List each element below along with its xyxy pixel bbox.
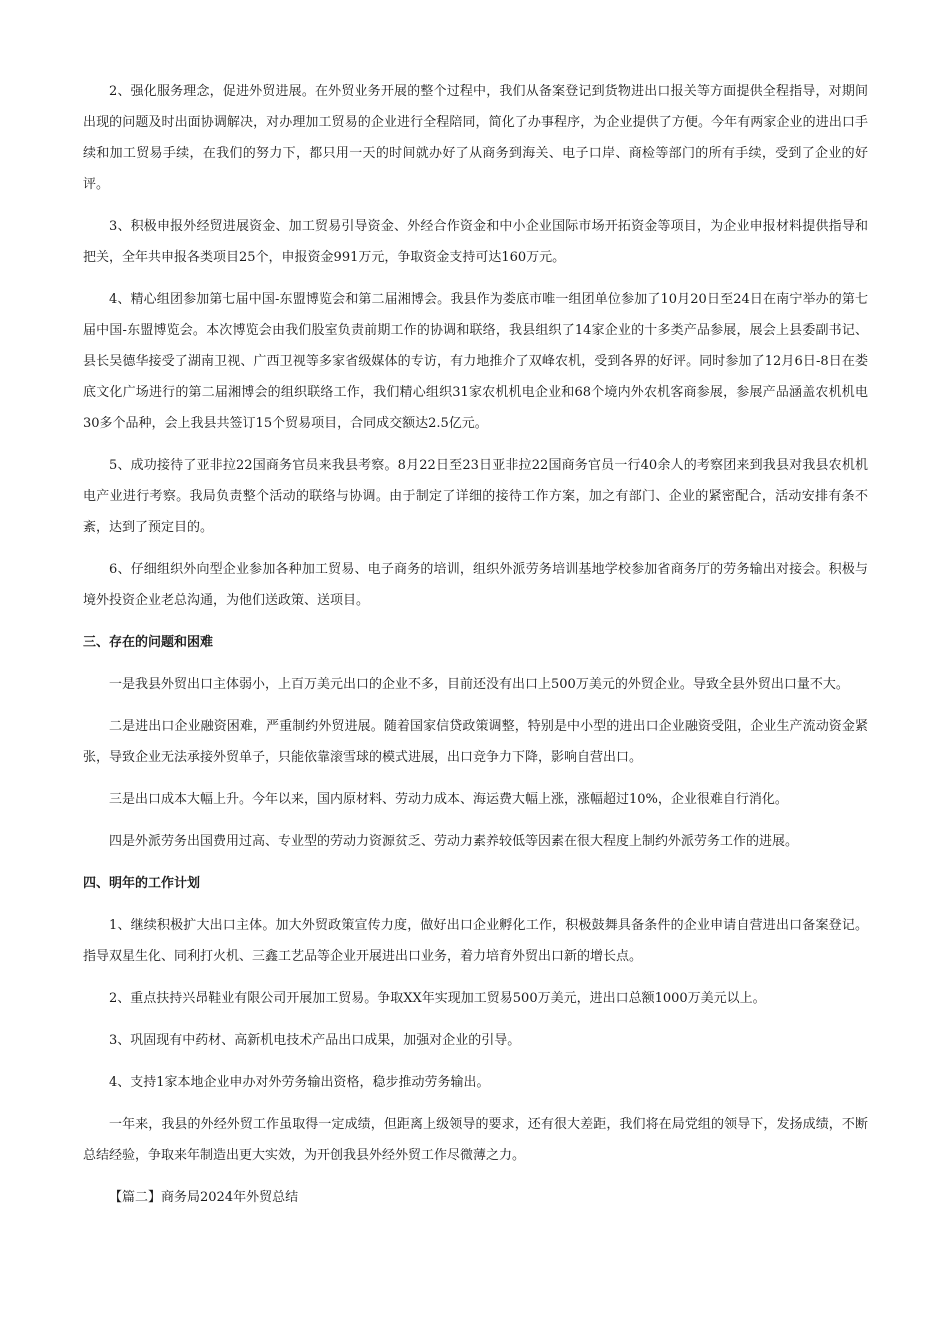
plan-item: 4、支持1家本地企业申办对外劳务输出资格，稳步推动劳务输出。 <box>109 1075 490 1090</box>
plan-item: 1、继续积极扩大出口主体。加大外贸政策宣传力度，做好出口企业孵化工作，积极鼓舞具备条件的企业申请自营进出口备案登记。指导双星生化、同利打火机、三鑫工艺品等企业开展进出口业务，着力培育外贸出口新的增长点。 <box>83 918 868 964</box>
problem-item: 四是外派劳务出国费用过高、专业型的劳动力资源贫乏、劳动力素养较低等因素在很大程度上制约外派劳务工作的进展。 <box>109 834 799 849</box>
plan-item: 2、重点扶持兴昂鞋业有限公司开展加工贸易。争取XX年实现加工贸易500万美元，进出口总额1000万美元以上。 <box>109 991 766 1006</box>
conclusion-paragraph: 一年来，我县的外经外贸工作虽取得一定成绩，但距离上级领导的要求，还有很大差距，我们将在局党组的领导下，发扬成绩，不断总结经验，争取来年制造出更大实效，为开创我县外经外贸工作尽微薄之力。 <box>83 1117 868 1163</box>
problem-item: 三是出口成本大幅上升。今年以来，国内原材料、劳动力成本、海运费大幅上涨，涨幅超过10%，企业很难自行消化。 <box>109 792 788 807</box>
paragraph-service-concept: 2、强化服务理念，促进外贸进展。在外贸业务开展的整个过程中，我们从备案登记到货物进出口报关等方面提供全程指导，对期间出现的问题及时出面协调解决，对办理加工贸易的企业进行全程陪同，简化了办事程序，为企业提供了方便。今年有两家企业的进出口手续和加工贸易手续，在我们的努力下，都只用一天的时间就办好了从商务到海关、电子口岸、商检等部门的所有手续，受到了企业的好评。 <box>83 84 868 192</box>
paragraph-training: 6、仔细组织外向型企业参加各种加工贸易、电子商务的培训，组织外派劳务培训基地学校参加省商务厅的劳务输出对接会。积极与境外投资企业老总沟通，为他们送政策、送项目。 <box>83 562 868 608</box>
section-heading-problems: 三、存在的问题和困难 <box>83 635 214 650</box>
paragraph-expo: 4、精心组团参加第七届中国-东盟博览会和第二届湘博会。我县作为娄底市唯一组团单位参加了10月20日至24日在南宁举办的第七届中国-东盟博览会。本次博览会由我们股室负责前期工作的协调和联络，我县组织了14家企业的十多类产品参展，展会上县委副书记、县长吴德华接受了湖南卫视、广西卫视等多家省级媒体的专访，有力地推介了双峰农机，受到各界的好评。同时参加了12月6日-8日在娄底文化广场进行的第二届湘博会的组织联络工作，我们精心组织31家农机机电企业和68个境内外农机客商参展，参展产品涵盖农机机电30多个品种，会上我县共签订15个贸易项目，合同成交额达2.5亿元。 <box>83 292 868 431</box>
plan-item: 3、巩固现有中药材、高新机电技术产品出口成果，加强对企业的引导。 <box>109 1033 521 1048</box>
paragraph-delegation: 5、成功接待了亚非拉22国商务官员来我县考察。8月22日至23日亚非拉22国商务官员一行40余人的考察团来到我县对我县农机机电产业进行考察。我局负责整个活动的联络与协调。由于制定了详细的接待工作方案，加之有部门、企业的紧密配合，活动安排有条不紊，达到了预定目的。 <box>83 458 868 535</box>
section-heading-plan: 四、明年的工作计划 <box>83 876 201 891</box>
problem-item: 二是进出口企业融资困难，严重制约外贸进展。随着国家信贷政策调整，特别是中小型的进出口企业融资受阻，企业生产流动资金紧张，导致企业无法承接外贸单子，只能依靠滚雪球的模式进展，出口竞争力下降，影响自营出口。 <box>83 719 868 765</box>
problem-item: 一是我县外贸出口主体弱小，上百万美元出口的企业不多，目前还没有出口上500万美元的外贸企业。导致全县外贸出口量不大。 <box>109 677 849 692</box>
paragraph-fund-application: 3、积极申报外经贸进展资金、加工贸易引导资金、外经合作资金和中小企业国际市场开拓资金等项目，为企业申报材料提供指导和把关，全年共申报各类项目25个，申报资金991万元，争取资金支持可达160万元。 <box>83 219 868 265</box>
next-article-title: 【篇二】商务局2024年外贸总结 <box>109 1190 299 1205</box>
